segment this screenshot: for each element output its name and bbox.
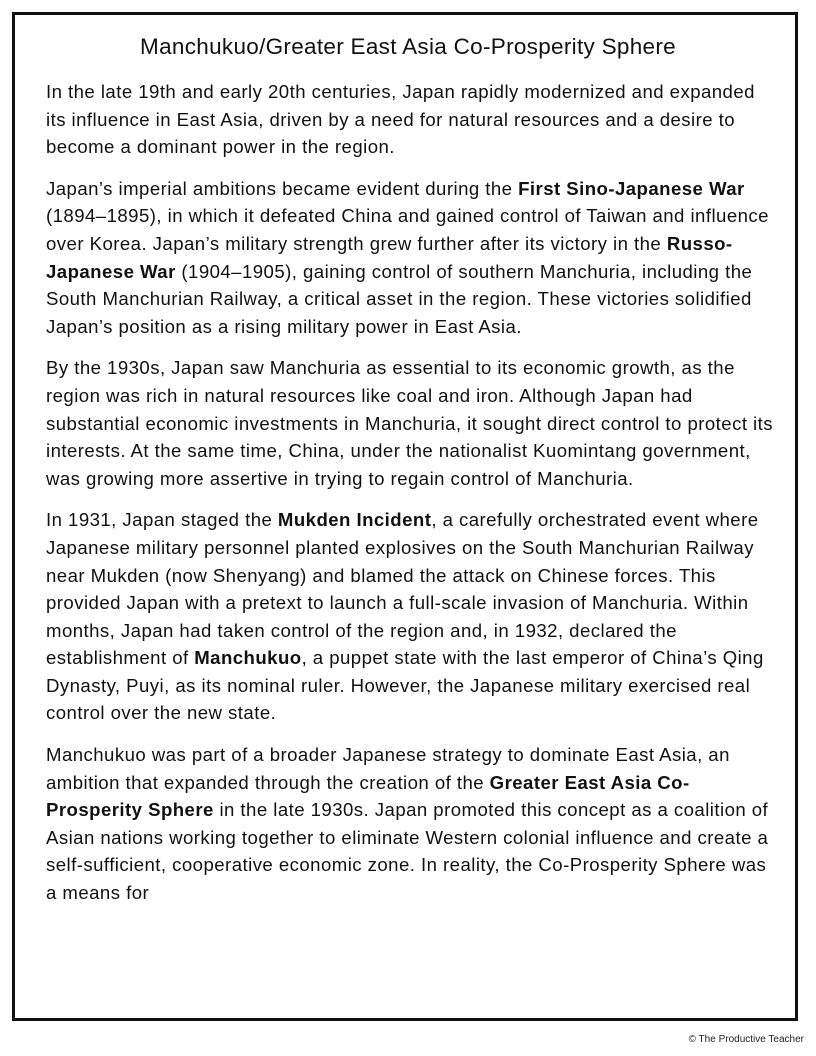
text: , a carefully orchestrated event where Japanese military personnel planted explosives on the South Manchurian Railway near Mukden (now Shenyang) and blamed the attack on Chinese forces. This provided Japan with a pretext to launch a full-scale invasion of Manchuria. Within months, Japan had taken control of the region and, in 1932, declared the establishment of — [46, 509, 759, 669]
page-title: Manchukuo/Greater East Asia Co-Prosperity Sphere — [140, 34, 676, 59]
term-manchukuo: Manchukuo — [194, 647, 302, 669]
paragraph-intro — [46, 78, 778, 161]
paragraph-mukden — [46, 506, 778, 727]
text: Japan’s imperial ambitions became evident during the — [46, 177, 519, 199]
term-first-sino-japanese-war: First Sino-Japanese War — [518, 177, 745, 199]
paragraph-1930s — [46, 354, 778, 492]
text: By the 1930s, Japan saw Manchuria as essential to its economic growth, as the region was rich in natural resources like coal and iron. Although Japan had substantial economic investments in Manchuria, it sought direct control to protect its interests. At the same time, China, under the nationalist Kuomintang government, was growing more assertive in trying to regain control of Manchuria. — [46, 357, 773, 489]
paragraph-co-prosperity — [46, 741, 778, 907]
text: (1894–1895), in which it defeated China and gained control of Taiwan and influence over Korea. Japan’s military strength grew further after its victory in the — [46, 205, 769, 254]
text: , a puppet state with the last emperor of China’s Qing Dynasty, Puyi, as its nominal ruler. However, the Japanese military exercised real control over the new state. — [46, 647, 764, 724]
copyright-footer: © The Productive Teacher — [688, 1034, 804, 1045]
text: in the late 1930s. Japan promoted this concept as a coalition of Asian nations working together to eliminate Western colonial influence and create a self-sufficient, cooperative economic zone. In reality, the Co-Prosperity Sphere was a means for — [46, 799, 769, 904]
text: In the late 19th and early 20th centuries, Japan rapidly modernized and expanded its influence in East Asia, driven by a need for natural resources and a desire to become a dominant power in the region. — [46, 81, 755, 158]
term-mukden-incident: Mukden Incident — [277, 509, 432, 531]
term-greater-east-asia-co-prosperity-sphere: Greater East Asia Co-Prosperity Sphere — [46, 771, 690, 821]
text: (1904–1905), gaining control of southern Manchuria, including the South Manchurian Railway, a critical asset in the region. These victories solidified Japan’s position as a rising military power in East Asia. — [46, 260, 753, 337]
text: Manchukuo was part of a broader Japanese strategy to dominate East Asia, an ambition that expanded through the creation of the — [46, 744, 730, 793]
text: In 1931, Japan staged the — [46, 509, 278, 531]
term-russo-japanese-war: Russo-Japanese War — [46, 232, 733, 282]
paragraph-imperial-ambitions — [46, 175, 778, 341]
article-body — [46, 78, 778, 921]
